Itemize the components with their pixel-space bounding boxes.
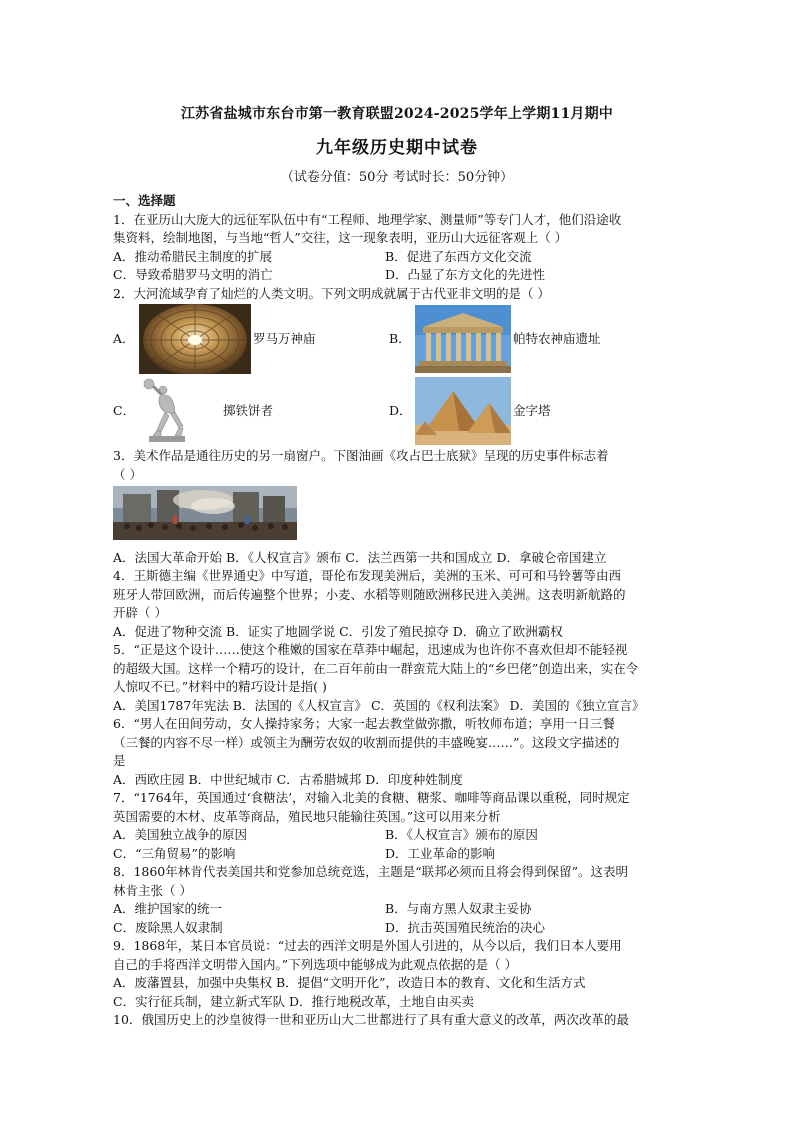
- q2-option-b: [389, 305, 665, 373]
- q1-stem-line2: 集资料，绘制地图，与当地“哲人”交往，这一现象表明，亚历山大远征客观上（ ）: [113, 230, 568, 245]
- q2-image-row1: [113, 303, 685, 375]
- q2-option-a: [113, 304, 389, 374]
- exam-content: [113, 192, 685, 1030]
- q1-option-d: D．凸显了东方文化的先进性: [385, 267, 546, 282]
- q7-option-b: B．《人权宣言》颁布的原因: [385, 827, 538, 842]
- q8-option-d: D．抗击英国殖民统治的决心: [385, 919, 546, 935]
- q8-options-row1: [113, 900, 685, 919]
- q8-option-c: C．废除黑人奴隶制: [113, 919, 223, 935]
- q6-stem-line2: （三餐的内容不尽一样）或领主为酬劳农奴的收割而提供的丰盛晚宴……”。这段文字描述的: [113, 734, 620, 750]
- discobolus-statue-image: [139, 378, 195, 444]
- exam-title-line1: 江苏省盐城市东台市第一教育联盟2024-2025学年上学期11月期中: [180, 106, 614, 122]
- q9-stem-line2: 自己的手将西洋文明带入国内。”下列选项中能够成为此观点依据的是（ ）: [113, 956, 518, 972]
- q7-option-d: D．工业革命的影响: [385, 845, 496, 861]
- q7-options-row1: [113, 826, 685, 845]
- q6-options: A．西欧庄园 B．中世纪城市 C．古希腊城邦 D．印度种姓制度: [113, 771, 463, 787]
- q4-options: A．促进了物种交流 B．证实了地圆学说 C．引发了殖民掠夺 D．确立了欧洲霸权: [113, 623, 563, 639]
- q2-option-c-caption: 掷铁饼者: [223, 402, 274, 418]
- q10-stem-line1: 10．俄国历史上的沙皇彼得一世和亚历山大二世都进行了具有重大意义的改革，两次改革的最: [113, 1012, 629, 1027]
- q2-option-c: [113, 378, 389, 444]
- section-heading: 一、选择题: [113, 193, 176, 208]
- q2-stem: 2．大河流域孕育了灿烂的人类文明。下列文明成就属于古代亚非文明的是（ ）: [113, 285, 550, 301]
- q6-stem-line1: 6．“男人在田间劳动，女人操持家务；大家一起去教堂做弥撒，听牧师布道；享用一日三餐: [113, 716, 615, 731]
- q1-option-a: A．推动希腊民主制度的扩展: [113, 248, 273, 264]
- q1-options-row1: [113, 248, 685, 267]
- q1-option-c: C．导致希腊罗马文明的消亡: [113, 267, 273, 282]
- q5-stem-line1: 5．“正是这个设计……使这个稚嫩的国家在草莽中崛起，迅速成为也许你不喜欢但却不能轻视: [113, 642, 628, 657]
- q2-option-d: [389, 377, 665, 445]
- pantheon-dome-image: [139, 304, 251, 374]
- q3-options: A．法国大革命开始 B．《人权宣言》颁布 C．法兰西第一共和国成立 D．拿破仑帝国建立: [113, 549, 607, 565]
- q8-stem-line1: 8．1860年林肯代表美国共和党参加总统竞选，主题是“联邦必须而且将会得到保留”。这表明: [113, 864, 629, 879]
- q5-stem-line2: 的超级大国。这样一个精巧的设计，在二百年前由一群蛮荒大陆上的“乡巴佬”创造出来，实在令: [113, 660, 639, 676]
- pyramids-image: [415, 377, 511, 445]
- q2-option-d-letter: D．: [389, 402, 412, 418]
- q2-option-c-letter: C．: [113, 402, 136, 418]
- q1-option-b: B．促进了东西方文化交流: [385, 248, 532, 264]
- q2-option-b-caption: 帕特农神庙遗址: [513, 330, 601, 346]
- q7-option-a: A．美国独立战争的原因: [113, 827, 248, 842]
- q4-stem-line1: 4．王斯德主编《世界通史》中写道，哥伦布发现美洲后，美洲的玉米、可可和马铃薯等由西: [113, 568, 621, 583]
- q7-options-row2: [113, 845, 685, 864]
- q3-stem-line2: （ ）: [113, 466, 142, 482]
- q9-stem-line1: 9．1868年，某日本官员说：“过去的西洋文明是外国人引进的，从今以后，我们日本人要用: [113, 938, 622, 953]
- q9-options-cd: C．实行征兵制，建立新式军队 D．推行地税改革，土地自由买卖: [113, 993, 475, 1009]
- q7-option-c: C．“三角贸易”的影响: [113, 845, 236, 861]
- q8-stem-line2: 林肯主张（ ）: [113, 882, 192, 898]
- q7-stem-line1: 7．“1764年，英国通过‘食糖法’，对输入北美的食糖、糖浆、咖啡等商品课以重税，同时规定: [113, 790, 630, 805]
- q2-option-a-letter: A．: [113, 330, 135, 346]
- q1-options-row2: [113, 266, 685, 285]
- exam-title-line2: 九年级历史期中试卷: [316, 138, 478, 158]
- q4-stem-line3: 开辟（ ）: [113, 605, 167, 620]
- storming-of-bastille-painting: [113, 486, 297, 540]
- q8-option-a: A．维护国家的统一: [113, 901, 223, 916]
- q2-option-d-caption: 金字塔: [513, 402, 551, 418]
- q9-options-ab: A．废藩置县，加强中央集权 B．提倡“文明开化”，改造日本的教育、文化和生活方式: [113, 975, 586, 990]
- q1-stem-line1: 1．在亚历山大庞大的远征军队伍中有“工程师、地理学家、测量师”等专门人才，他们沿途收: [113, 211, 622, 227]
- q5-stem-line3: 人惊叹不已。”材料中的精巧设计是指( ): [113, 679, 327, 694]
- q4-stem-line2: 班牙人带回欧洲，而后传遍整个世界；小麦、水稻等则随欧洲移民进入美洲。这表明新航路的: [113, 586, 626, 602]
- q2-option-a-caption: 罗马万神庙: [253, 330, 316, 346]
- q2-image-row2: [113, 375, 685, 447]
- exam-subtitle: （试卷分值：50分 考试时长：50分钟）: [280, 170, 514, 185]
- q2-option-b-letter: B．: [389, 330, 411, 346]
- q8-option-b: B．与南方黑人奴隶主妥协: [385, 901, 532, 916]
- parthenon-image: [415, 305, 511, 373]
- q8-options-row2: [113, 919, 685, 938]
- q7-stem-line2: 英国需要的木材、皮革等商品，殖民地只能输往英国。”这可以用来分析: [113, 808, 501, 824]
- q5-options: A．美国1787年宪法 B．法国的《人权宣言》 C．英国的《权利法案》 D．美国的《独立宣言》: [113, 697, 645, 713]
- q6-stem-line3: 是: [113, 753, 126, 768]
- q3-stem-line1: 3．美术作品是通往历史的另一扇窗户。下图油画《攻占巴士底狱》呈现的历史事件标志着: [113, 448, 609, 463]
